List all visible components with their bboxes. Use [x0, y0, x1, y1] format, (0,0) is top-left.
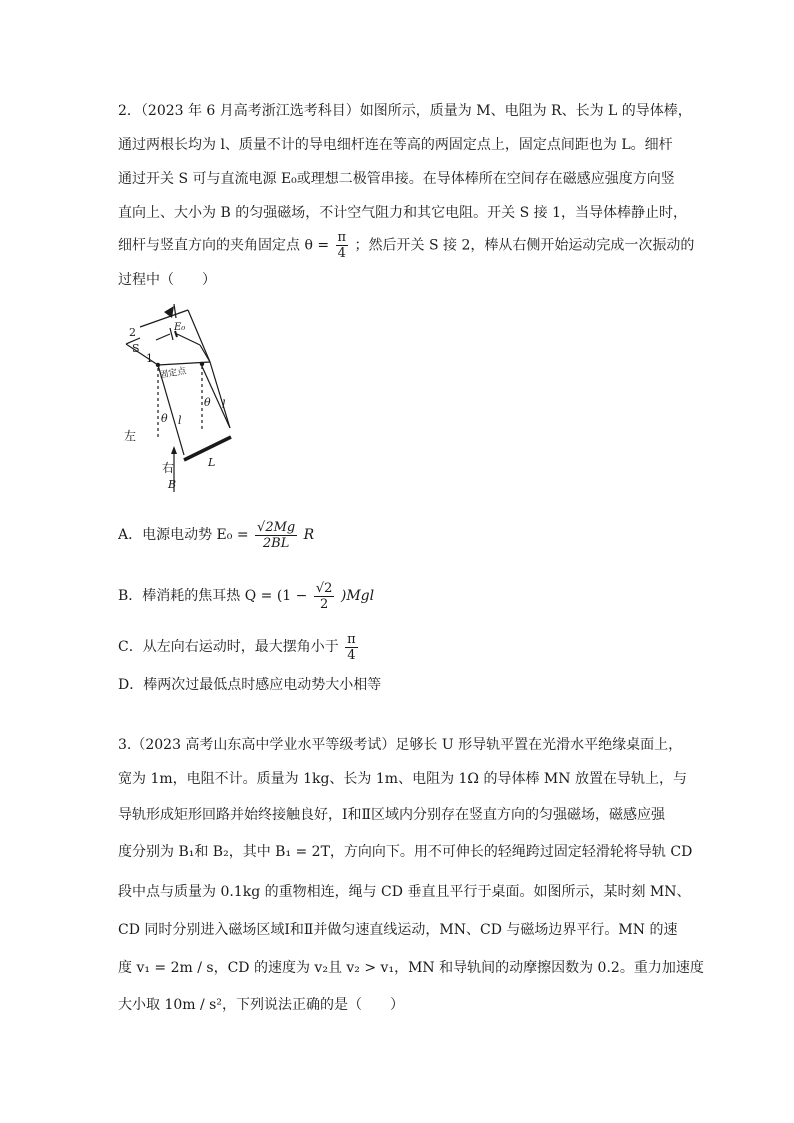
q3-line-4: 度分别为 B₁和 B₂，其中 B₁ = 2T，方向向下。用不可伸长的轻绳跨过固定轻滑轮将导轨 CD: [118, 844, 693, 860]
fig-label-l-left: l: [178, 414, 182, 427]
q3-line-6: CD 同时分别进入磁场区域Ⅰ和Ⅱ并做匀速直线运动，MN、CD 与磁场边界平行。MN 的速: [118, 922, 678, 938]
q3-line-8: 大小取 10m / s²，下列说法正确的是（ ）: [118, 997, 404, 1013]
q2-option-b-num: √2: [315, 580, 333, 596]
fig-label-left: 左: [124, 429, 137, 443]
q3-line-2: 宽为 1m，电阻不计。质量为 1kg、长为 1m、电阻为 1Ω 的导体棒 MN 放置在导轨上，与: [118, 771, 687, 787]
fig-label-theta-right: θ: [204, 396, 211, 409]
q2-angle-den: 4: [337, 246, 346, 261]
fixed-point-right: [200, 362, 204, 366]
b-field-arrowhead: [171, 446, 177, 454]
fig-label-L: L: [208, 456, 216, 469]
q2-option-b-pre: B．棒消耗的焦耳热 Q = (1 −: [118, 588, 308, 604]
q3-line-5: 段中点与质量为 0.1kg 的重物相连，绳与 CD 垂直且平行于桌面。如图所示，某时刻 MN、: [118, 884, 691, 900]
q3-line-7: 度 v₁ = 2m / s，CD 的速度为 v₂且 v₂ > v₁，MN 和导轨间的动摩擦因数为 0.2。重力加速度: [118, 960, 704, 976]
q2-line-5-pre: 细杆与竖直方向的夹角固定点 θ =: [118, 237, 330, 254]
q2-option-a-num: √2Mg: [257, 519, 296, 535]
q2-angle-fraction: [336, 230, 349, 261]
battery-wire-right: [177, 334, 200, 345]
q2-option-a-post: R: [303, 527, 315, 543]
q2-option-c-num: π: [347, 631, 356, 647]
fig-label-s: S: [132, 342, 140, 355]
q2-line-6: 过程中（ ）: [118, 272, 216, 288]
fig-label-e0: E₀: [174, 322, 186, 333]
diode-bar: [174, 304, 176, 318]
q2-option-b: [118, 579, 374, 613]
q2-angle-num: π: [337, 230, 347, 245]
fig-label-theta-left: θ: [161, 412, 168, 425]
q2-option-b-post: )Mgl: [340, 588, 375, 604]
diode-wire-right: [188, 310, 210, 362]
q2-line-4: 直向上、大小为 B 的匀强磁场，不计空气阻力和其它电阻。开关 S 接 1，当导体棒静止时，: [118, 205, 688, 221]
fig-label-b: B: [168, 478, 177, 491]
q2-option-b-den: 2: [320, 596, 329, 612]
q3-line-1: 3.（2023 高考山东高中学业水平等级考试）足够长 U 形导轨平置在光滑水平绝缘桌面上，: [118, 737, 683, 753]
q2-line-5-post: ；然后开关 S 接 2，棒从右侧开始运动完成一次振动的: [354, 237, 695, 254]
rod-right-outer: [210, 362, 230, 428]
q3-line-3: 导轨形成矩形回路并始终接触良好，Ⅰ和Ⅱ区域内分别存在竖直方向的匀强磁场，磁感应强: [118, 807, 666, 823]
q2-line-3: 通过开关 S 可与直流电源 E₀或理想二极管串接。在导体棒所在空间存在磁感应强度方向竖: [118, 171, 675, 187]
q2-option-c-pre: C．从左向右运动时，最大摆角小于: [118, 639, 339, 655]
rod-right: [200, 362, 230, 428]
fig-label-l-right: l: [222, 398, 226, 411]
q2-option-b-fraction: [314, 581, 335, 612]
q2-line-1: 2．（2023 年 6 月高考浙江选考科目）如图所示，质量为 M、电阻为 R、长为 L 的导体棒，: [118, 103, 692, 119]
fig-label-fixed: 固定点: [158, 366, 188, 381]
q2-option-c: [118, 630, 360, 664]
q2-line-5: [118, 230, 694, 261]
q2-line-2: 通过两根长均为 l、质量不计的导电细杆连在等高的两固定点上，固定点间距也为 L。细杆: [118, 137, 673, 153]
battery-plate-long: [170, 328, 173, 340]
fixed-point-left: [156, 363, 160, 367]
q2-option-a-fraction: [255, 520, 297, 551]
q2-option-d: D．棒两次过最低点时感应电动势大小相等: [118, 677, 382, 693]
q2-option-c-fraction: [345, 632, 358, 663]
q2-figure: [118, 300, 243, 495]
battery-wire-down: [200, 345, 210, 362]
q2-option-c-den: 4: [347, 647, 356, 663]
switch-left-wire: [126, 344, 158, 365]
q2-option-a-pre: A．电源电动势 E₀ =: [118, 527, 249, 543]
q2-option-a: [118, 518, 314, 552]
fig-label-1: 1: [146, 352, 153, 365]
q2-option-a-den: 2BL: [262, 535, 290, 551]
fig-label-2: 2: [129, 326, 136, 339]
fig-label-right: 右: [162, 461, 175, 475]
battery-wire-left: [156, 334, 170, 340]
